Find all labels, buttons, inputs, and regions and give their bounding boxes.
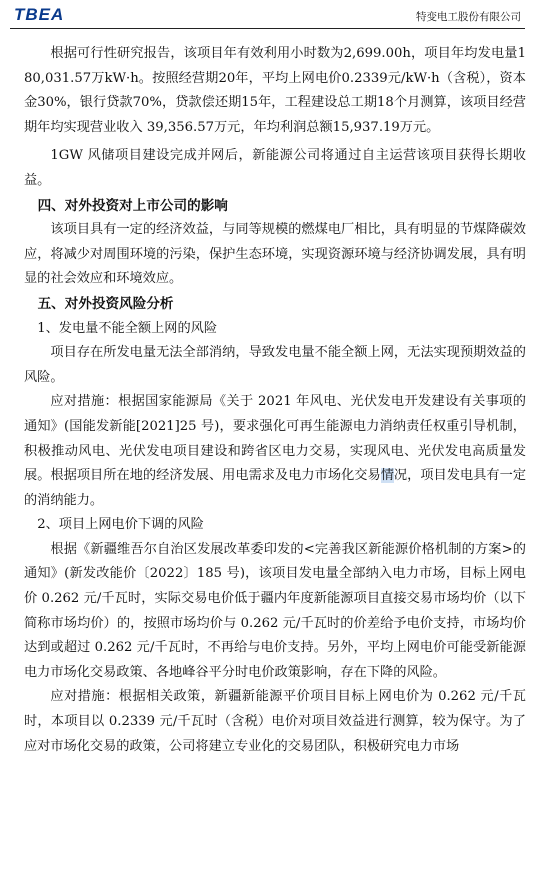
paragraph-grid-risk: 项目存在所发电量无法全部消纳，导致发电量不能全额上网，无法实现预期效益的风险。 bbox=[24, 345, 526, 385]
countermeasure-text-part2: 况，项目发电具有一定的消纳能力。 bbox=[24, 468, 527, 508]
paragraph-feasibility: 根据可行性研究报告，该项目年有效利用小时数为2,699.00h，项目年均发电量180,031.57万kW·h。按照经营期20年，平均上网电价0.2339元/kW·h（含税），资本金30%，银行贷款70%，贷款偿还期15年，工程建设总工期18个月测算，该项目经营期年均实现营业收入 39,356.57万元，年均利润总额15,937.19万元。 bbox=[24, 46, 526, 135]
paragraph-impact: 该项目具有一定的经济效益，与同等规模的燃煤电厂相比，具有明显的节煤降碳效应，将减少对周围环境的污染，保护生态环境，实现资源环境与经济协调发展，具有明显的社会效应和环境效应。 bbox=[24, 222, 526, 287]
paragraph-grid-countermeasure bbox=[24, 390, 526, 513]
document-body bbox=[24, 42, 526, 759]
page-header bbox=[0, 0, 535, 28]
subheading-grid-risk: 1、发电量不能全额上网的风险 bbox=[37, 320, 218, 336]
countermeasure-text-part1: 应对措施：根据国家能源局《关于 2021 年风电、光伏发电开发建设有关事项的通知》(国能发新能[2021]25 号)，要求强化可再生能源电力消纳责任权重引导机制，积极推动风电、光伏发电项目建设和跨省区电力交易，实现风电、光伏发电高质量发展。根据项目所在地的经济发展、用电需求及电力市场化交易 bbox=[24, 394, 526, 484]
paragraph-long-term-revenue: 1GW 风储项目建设完成并网后，新能源公司将通过自主运营该项目获得长期收益。 bbox=[24, 148, 526, 188]
company-name: 特变电工股份有限公司 bbox=[416, 11, 521, 23]
paragraph-price-countermeasure: 应对措施：根据相关政策，新疆新能源平价项目目标上网电价为 0.262 元/千瓦时，本项目以 0.2339 元/千瓦时（含税）电价对项目效益进行测算，较为保守。为了应对市场化交易的政策，公司将建立专业化的交易团队，积极研究电力市场 bbox=[24, 689, 526, 754]
paragraph-price-risk: 根据《新疆维吾尔自治区发展改革委印发的<完善我区新能源价格机制的方案>的通知》(新发改能价〔2022〕185 号)，该项目发电量全部纳入电力市场，目标上网电价 0.262 元/千瓦时，实际交易电价低于疆内年度新能源项目直接交易市场均价（以下简称市场均价）的，按照市场均价与 0.262 元/千瓦时的价差给予电价支持，市场均价达到或超过 0.262 元/千瓦时，不再给与电价支持。另外，平均上网电价可能受新能源电力市场化交易政策、各地峰谷平分时电价政策影响，存在下降的风险。 bbox=[24, 541, 526, 680]
tbea-logo: TBEA bbox=[14, 5, 65, 24]
section-heading-risk: 五、对外投资风险分析 bbox=[37, 295, 174, 312]
section-heading-impact: 四、对外投资对上市公司的影响 bbox=[37, 197, 228, 214]
header-divider bbox=[10, 28, 525, 29]
subheading-price-risk: 2、项目上网电价下调的风险 bbox=[37, 517, 204, 533]
text-selection-highlight[interactable]: 情 bbox=[380, 468, 394, 484]
